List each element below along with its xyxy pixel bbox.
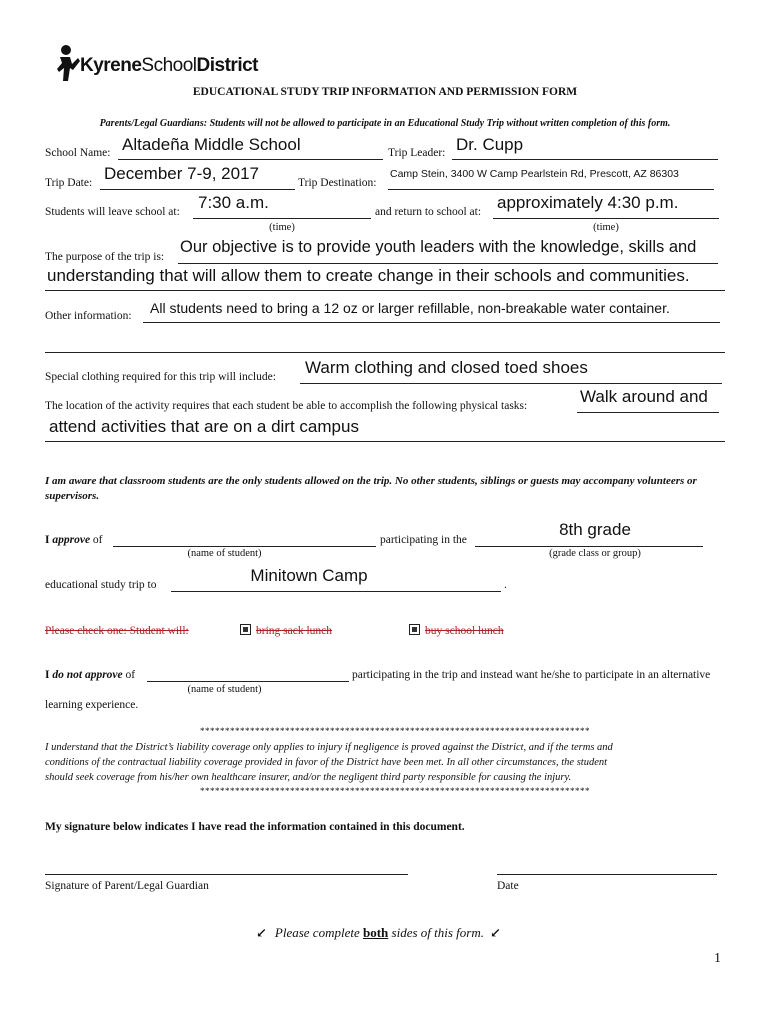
school-lunch-label: buy school lunch — [425, 625, 504, 637]
purpose-label: The purpose of the trip is: — [45, 251, 165, 263]
return-time-label: and return to school at: — [375, 206, 482, 218]
trip-leader-line — [452, 159, 718, 160]
participating-label: participating in the — [380, 534, 467, 546]
trip-date-value[interactable]: December 7-9, 2017 — [104, 164, 259, 183]
trip-to-period: . — [504, 579, 507, 591]
approve-i: I — [45, 534, 50, 546]
logo-text-district: District — [196, 55, 258, 76]
arrow-down-left-icon: ↙ — [490, 925, 501, 940]
school-lunch-checkbox[interactable] — [409, 624, 420, 635]
not-approve-of: of — [125, 669, 136, 681]
approve-name-caption: (name of student) — [187, 548, 262, 559]
trip-destination-line — [388, 189, 714, 190]
not-approve-name-caption: (name of student) — [187, 684, 262, 695]
return-time-caption: (time) — [593, 222, 619, 233]
parent-signature-label: Signature of Parent/Legal Guardian — [45, 880, 209, 892]
note-rest: sides of this form. — [388, 925, 484, 940]
other-info-line-1 — [143, 322, 720, 323]
note-please: Please complete — [274, 925, 363, 940]
purpose-line-2 — [45, 290, 725, 291]
approve-student-name-line[interactable] — [113, 546, 376, 547]
trip-to-line — [171, 591, 501, 592]
date-line[interactable] — [497, 874, 717, 875]
trip-date-label: Trip Date: — [45, 177, 93, 189]
liability-stars-bottom: ****************************************************************************** — [200, 786, 590, 796]
approve-word: approve — [52, 534, 91, 546]
trip-destination-value[interactable]: Camp Stein, 3400 W Camp Pearlstein Rd, Prescott, AZ 86303 — [390, 168, 679, 180]
approve-of: of — [92, 534, 103, 546]
other-info-value[interactable]: All students need to bring a 12 oz or larger refillable, non-breakable water container. — [150, 300, 670, 316]
physical-tasks-value-line-1[interactable]: Walk around and — [580, 387, 708, 406]
awareness-statement: I am aware that classroom students are the only students allowed on the trip. No other students, siblings or guests may accompany volunteers or supervisors. — [45, 475, 697, 502]
grade-value[interactable]: 8th grade — [559, 520, 631, 539]
school-name-label: School Name: — [45, 147, 111, 159]
note-both: both — [362, 925, 389, 940]
purpose-value-line-2[interactable]: understanding that will allow them to create change in their schools and communities. — [47, 266, 690, 285]
signature-statement: My signature below indicates I have read the information contained in this document. — [45, 821, 465, 833]
liability-stars-top: ****************************************************************************** — [200, 726, 590, 736]
form-title: EDUCATIONAL STUDY TRIP INFORMATION AND PERMISSION FORM — [192, 86, 578, 98]
physical-tasks-value-line-2[interactable]: attend activities that are on a dirt campus — [49, 417, 359, 436]
leave-time-line — [193, 218, 371, 219]
approve-statement — [45, 534, 103, 546]
liability-text-line-1: I understand that the District’s liability coverage only applies to injury if negligence is proved against the District, and if the terms and — [45, 742, 613, 753]
district-logo — [56, 44, 256, 84]
page-number: 1 — [714, 951, 721, 966]
trip-date-line — [100, 189, 295, 190]
arrow-down-left-icon: ↙ — [256, 925, 267, 940]
not-approve-rest: participating in the trip and instead want he/she to participate in an alternative — [352, 669, 711, 681]
purpose-line-1 — [178, 263, 718, 264]
not-approve-word: do not approve — [52, 669, 123, 681]
guardian-notice: Parents/Legal Guardians: Students will not be allowed to participate in an Educational Study Trip without written completion of this form. — [99, 118, 671, 129]
not-approve-student-name-line[interactable] — [147, 681, 349, 682]
school-name-line — [118, 159, 383, 160]
logo-text-kyrene: Kyrene — [80, 55, 142, 76]
clothing-value[interactable]: Warm clothing and closed toed shoes — [305, 358, 588, 377]
parent-signature-line[interactable] — [45, 874, 408, 875]
trip-leader-label: Trip Leader: — [388, 147, 446, 159]
leave-time-caption: (time) — [269, 222, 295, 233]
trip-leader-value[interactable]: Dr. Cupp — [456, 135, 524, 154]
not-approve-statement — [45, 669, 135, 681]
physical-tasks-line-2 — [45, 441, 725, 442]
leave-time-label: Students will leave school at: — [45, 206, 180, 218]
not-approve-line-2: learning experience. — [45, 699, 139, 711]
liability-text-line-3: should seek coverage from his/her own healthcare insurer, and/or the negligent third party responsible for causing the injury. — [45, 772, 572, 783]
liability-text-line-2: conditions of the contractual liability coverage provided in favor of the District have been met. In all other circumstances, the student — [45, 757, 608, 768]
other-info-label: Other information: — [45, 310, 132, 322]
return-time-value[interactable]: approximately 4:30 p.m. — [497, 193, 679, 212]
clothing-line — [300, 383, 722, 384]
school-name-value[interactable]: Altadeña Middle School — [122, 135, 301, 154]
lunch-check-label: Please check one: Student will: — [45, 625, 189, 637]
sack-lunch-checkbox[interactable] — [240, 624, 251, 635]
physical-tasks-line-1 — [577, 412, 719, 413]
grade-line — [475, 546, 703, 547]
complete-both-sides-note — [256, 925, 501, 941]
leave-time-value[interactable]: 7:30 a.m. — [198, 193, 269, 212]
clothing-label: Special clothing required for this trip will include: — [45, 371, 276, 383]
physical-tasks-label: The location of the activity requires that each student be able to accomplish the following physical tasks: — [45, 400, 528, 412]
logo-text-school: School — [141, 55, 197, 76]
purpose-value-line-1[interactable]: Our objective is to provide youth leaders with the knowledge, skills and — [180, 238, 697, 256]
grade-caption: (grade class or group) — [549, 548, 641, 559]
trip-to-label: educational study trip to — [45, 579, 157, 591]
not-approve-i: I — [45, 669, 50, 681]
date-label: Date — [497, 880, 519, 892]
trip-destination-label: Trip Destination: — [298, 177, 377, 189]
return-time-line — [493, 218, 719, 219]
person-logo-icon — [56, 44, 80, 82]
sack-lunch-label: bring sack lunch — [256, 625, 333, 637]
other-info-line-2 — [45, 352, 725, 353]
trip-to-value[interactable]: Minitown Camp — [250, 566, 368, 585]
